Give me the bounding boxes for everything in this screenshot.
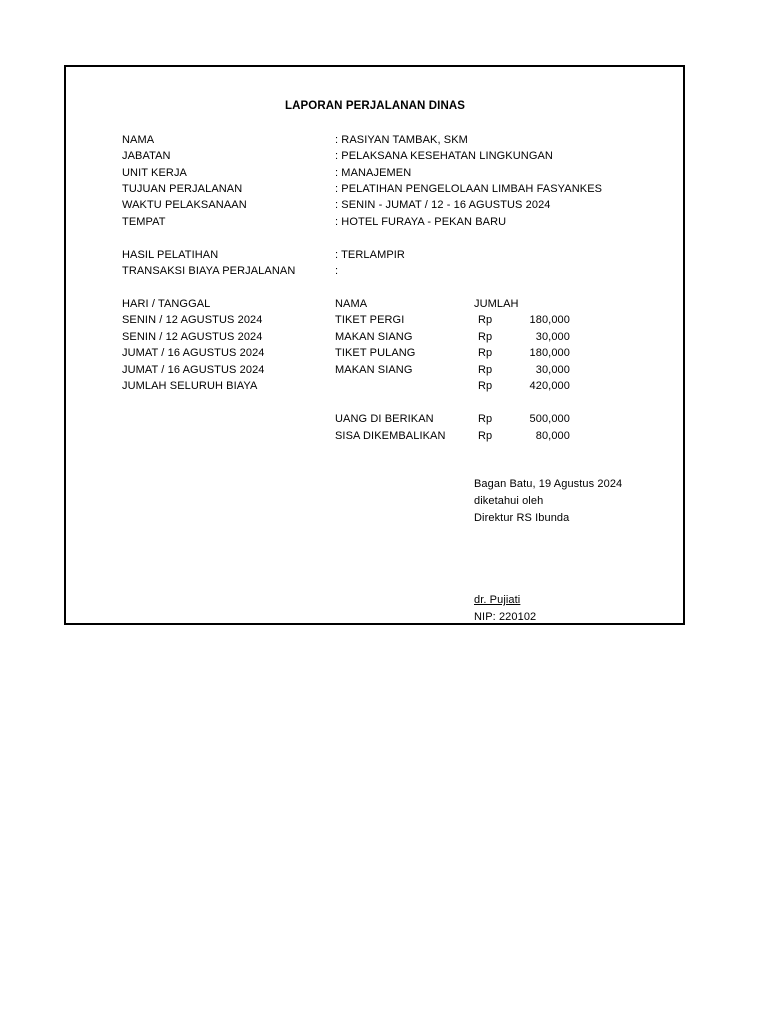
field-value-unit-kerja: : MANAJEMEN bbox=[335, 167, 412, 179]
expense-row-name: MAKAN SIANG bbox=[335, 364, 413, 376]
signature-position: Direktur RS Ibunda bbox=[474, 512, 570, 524]
money-returned-label: SISA DIKEMBALIKAN bbox=[335, 430, 446, 442]
field-label-tempat: TEMPAT bbox=[122, 216, 166, 228]
money-returned-amount: 80,000 bbox=[535, 430, 570, 442]
expense-row-date: JUMAT / 16 AGUSTUS 2024 bbox=[122, 347, 265, 359]
expense-total-currency: Rp bbox=[478, 380, 493, 392]
field-value-nama: : RASIYAN TAMBAK, SKM bbox=[335, 134, 468, 146]
expense-header-amount: JUMLAH bbox=[474, 298, 519, 310]
report-title: LAPORAN PERJALANAN DINAS bbox=[285, 100, 466, 112]
expense-row-date: JUMAT / 16 AGUSTUS 2024 bbox=[122, 364, 265, 376]
expense-header-name: NAMA bbox=[335, 298, 368, 310]
field-label-tujuan: TUJUAN PERJALANAN bbox=[122, 183, 243, 195]
expense-row-amount: 30,000 bbox=[535, 364, 570, 376]
money-returned-currency: Rp bbox=[478, 430, 493, 442]
expense-row-date: SENIN / 12 AGUSTUS 2024 bbox=[122, 331, 263, 343]
field-value-hasil: : TERLAMPIR bbox=[335, 249, 405, 261]
field-value-transaksi: : bbox=[335, 265, 339, 277]
signature-known-by: diketahui oleh bbox=[474, 495, 544, 507]
field-label-transaksi: TRANSAKSI BIAYA PERJALANAN bbox=[122, 265, 296, 277]
expense-row-amount: 180,000 bbox=[529, 314, 570, 326]
expense-header-date: HARI / TANGGAL bbox=[122, 298, 211, 310]
field-value-waktu: : SENIN - JUMAT / 12 - 16 AGUSTUS 2024 bbox=[335, 199, 551, 211]
expense-row-amount: 180,000 bbox=[529, 347, 570, 359]
field-label-nama: NAMA bbox=[122, 134, 155, 146]
field-value-tujuan: : PELATIHAN PENGELOLAAN LIMBAH FASYANKES bbox=[335, 183, 603, 195]
expense-row-currency: Rp bbox=[478, 364, 493, 376]
expense-row-name: MAKAN SIANG bbox=[335, 331, 413, 343]
expense-total-amount: 420,000 bbox=[529, 380, 570, 392]
money-given-amount: 500,000 bbox=[529, 413, 570, 425]
field-label-waktu: WAKTU PELAKSANAAN bbox=[122, 199, 247, 211]
expense-row-name: TIKET PULANG bbox=[335, 347, 416, 359]
expense-row-name: TIKET PERGI bbox=[335, 314, 405, 326]
signature-name: dr. Pujiati bbox=[474, 594, 521, 606]
money-given-label: UANG DI BERIKAN bbox=[335, 413, 434, 425]
field-label-unit-kerja: UNIT KERJA bbox=[122, 167, 187, 179]
expense-row-currency: Rp bbox=[478, 314, 493, 326]
expense-row-currency: Rp bbox=[478, 331, 493, 343]
expense-row-date: SENIN / 12 AGUSTUS 2024 bbox=[122, 314, 263, 326]
field-value-tempat: : HOTEL FURAYA - PEKAN BARU bbox=[335, 216, 507, 228]
signature-nip: NIP: 220102 bbox=[474, 611, 537, 623]
expense-row-amount: 30,000 bbox=[535, 331, 570, 343]
money-given-currency: Rp bbox=[478, 413, 493, 425]
field-label-hasil: HASIL PELATIHAN bbox=[122, 249, 219, 261]
field-value-jabatan: : PELAKSANA KESEHATAN LINGKUNGAN bbox=[335, 150, 553, 162]
expense-total-label: JUMLAH SELURUH BIAYA bbox=[122, 380, 258, 392]
signature-place-date: Bagan Batu, 19 Agustus 2024 bbox=[474, 478, 623, 490]
expense-row-currency: Rp bbox=[478, 347, 493, 359]
field-label-jabatan: JABATAN bbox=[122, 150, 171, 162]
